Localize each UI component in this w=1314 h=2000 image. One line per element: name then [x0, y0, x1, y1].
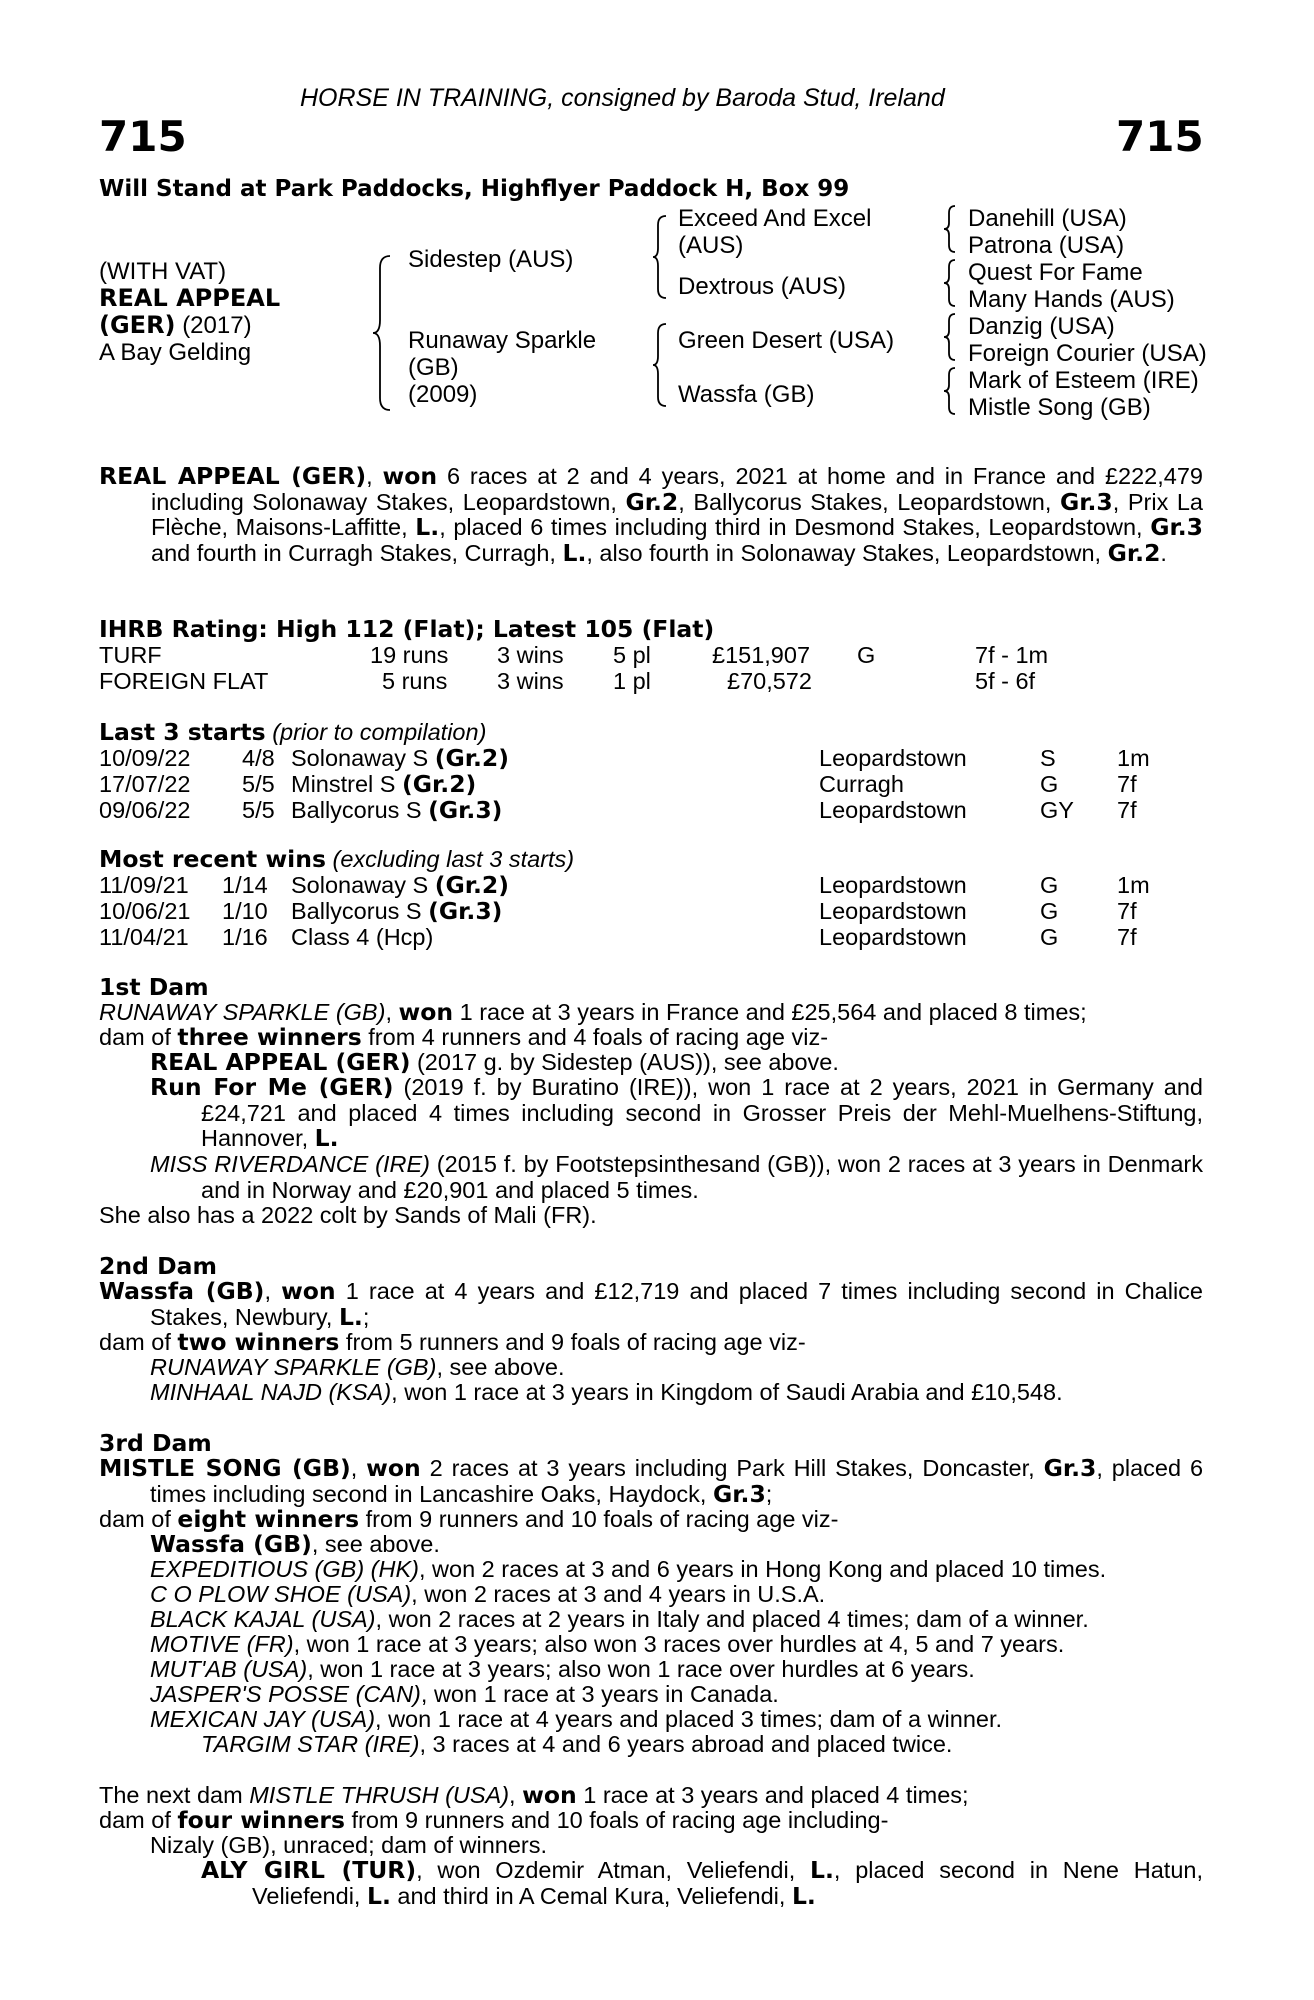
dam3-line1: MISTLE SONG (GB), won 2 races at 3 years including Park Hill Stakes, Doncaster, Gr.3, placed 6 times including second in Lancashire Oaks, Haydock, Gr.3;: [99, 1454, 1204, 1508]
recent-dist-3: 7f: [1117, 924, 1137, 950]
dam3-progeny-wassfa: Wassfa (GB), see above.: [150, 1530, 440, 1558]
ratings-foreign-wins: 3 wins: [497, 668, 564, 694]
dam3-progeny-5: MUT'AB (USA), won 1 race at 3 years; also won 1 race over hurdles at 6 years.: [150, 1656, 975, 1682]
recent-going-2: G: [1040, 898, 1059, 924]
g4-8: Mistle Song (GB): [968, 394, 1151, 421]
ratings-foreign-runs: 5 runs: [382, 668, 448, 694]
g4-7: Mark of Esteem (IRE): [968, 367, 1199, 394]
dam1-progeny-3: MISS RIVERDANCE (IRE) (2015 f. by Footstepsinthesand (GB)), won 2 races at 3 years in Denmark and in Norway and £20,901 and placed 5 times.: [150, 1151, 1204, 1203]
ratings-foreign-label: FOREIGN FLAT: [99, 668, 269, 694]
ratings-turf-runs: 19 runs: [370, 642, 449, 668]
brace-g4-3: [943, 312, 957, 362]
recent-race-2: Ballycorus S (Gr.3): [291, 897, 503, 925]
dam3-progeny-6: JASPER'S POSSE (CAN), won 1 race at 3 years in Canada.: [150, 1681, 779, 1707]
brace-g4-4: [943, 366, 957, 416]
brace-parents: [372, 254, 392, 412]
dam-sire: Green Desert (USA): [678, 327, 895, 354]
horse-description: A Bay Gelding: [99, 339, 252, 366]
dam-line-2: (GB): [408, 354, 459, 381]
horse-name: REAL APPEAL: [99, 284, 281, 312]
dam1-line1: RUNAWAY SPARKLE (GB), won 1 race at 3 years in France and £25,564 and placed 8 times;: [99, 998, 1087, 1026]
dam1-also: She also has a 2022 colt by Sands of Mali (FR).: [99, 1202, 597, 1228]
dam1-title: 1st Dam: [99, 973, 209, 1001]
dam3-grandprogeny: TARGIM STAR (IRE), 3 races at 4 and 6 years abroad and placed twice.: [201, 1731, 953, 1757]
recent-race-3: Class 4 (Hcp): [291, 924, 434, 950]
dam3-progeny-4: MOTIVE (FR), won 1 race at 3 years; also won 3 races over hurdles at 4, 5 and 7 years.: [150, 1631, 1065, 1657]
lot-number-right: 715: [1116, 112, 1204, 161]
vat-note: (WITH VAT): [99, 258, 227, 285]
last3-race-2: Minstrel S (Gr.2): [291, 770, 477, 798]
g4-2: Patrona (USA): [968, 232, 1125, 259]
last3-going-3: GY: [1040, 797, 1074, 823]
sire-dam: Dextrous (AUS): [678, 273, 847, 300]
last3-title: Last 3 starts (prior to compilation): [99, 718, 487, 746]
ratings-foreign-money: £70,572: [727, 668, 812, 694]
dam2-title: 2nd Dam: [99, 1252, 217, 1280]
recent-course-2: Leopardstown: [819, 898, 967, 924]
dam3-progeny-7: MEXICAN JAY (USA), won 1 race at 4 years and placed 3 times; dam of a winner.: [150, 1706, 1003, 1732]
recent-course-1: Leopardstown: [819, 872, 967, 898]
recent-date-3: 11/04/21: [99, 924, 189, 950]
sire-sire-line-1: Exceed And Excel: [678, 205, 872, 232]
ratings-turf-going: G: [857, 642, 876, 668]
nextdam-line2: dam of four winners from 9 runners and 10 foals of racing age including-: [99, 1806, 889, 1834]
consignment-header: HORSE IN TRAINING, consigned by Baroda Stud, Ireland: [300, 84, 945, 112]
last3-race-1: Solonaway S (Gr.2): [291, 744, 509, 772]
nextdam-line4: ALY GIRL (TUR), won Ozdemir Atman, Veliefendi, L., placed second in Nene Hatun, Veliefendi, L. and third in A Cemal Kura, Veliefendi, L.: [201, 1856, 1203, 1910]
ratings-turf-dist: 7f - 1m: [975, 642, 1049, 668]
g4-3: Quest For Fame: [968, 259, 1143, 286]
g4-6: Foreign Courier (USA): [968, 340, 1207, 367]
nextdam-line1: The next dam MISTLE THRUSH (USA), won 1 race at 3 years and placed 4 times;: [99, 1781, 969, 1809]
last3-race-3: Ballycorus S (Gr.3): [291, 796, 503, 824]
recent-course-3: Leopardstown: [819, 924, 967, 950]
recent-date-1: 11/09/21: [99, 872, 189, 898]
race-summary: REAL APPEAL (GER), won 6 races at 2 and 4 years, 2021 at home and in France and £222,479 including Solonaway Stakes, Leopardstown, Gr.2, Ballycorus Stakes, Leopardstown, Gr.3, Prix La Flèche, Maisons-Laffitte, L., placed 6 times including third in Desmond Stakes, Leopardstown, Gr.3 and fourth in Curragh Stakes, Curragh, L., also fourth in Solonaway Stakes, Leopardstown, Gr.2.: [99, 462, 1204, 567]
ratings-foreign-pl: 1 pl: [613, 668, 651, 694]
dam-dam: Wassfa (GB): [678, 381, 815, 408]
dam1-line2: dam of three winners from 4 runners and 4 foals of racing age viz-: [99, 1023, 829, 1051]
sire-sire-line-2: (AUS): [678, 232, 744, 259]
brace-dam-line: [652, 322, 668, 408]
dam1-progeny-2: Run For Me (GER) (2019 f. by Buratino (IRE)), won 1 race at 2 years, 2021 in Germany and £24,721 and placed 4 times including second in Grosser Preis der Mehl-Muelhens-Stiftung, Hannover, L.: [150, 1073, 1203, 1153]
last3-course-2: Curragh: [819, 771, 904, 797]
last3-course-3: Leopardstown: [819, 797, 967, 823]
dam3-title: 3rd Dam: [99, 1429, 212, 1457]
recent-pos-3: 1/16: [222, 924, 268, 950]
last3-course-1: Leopardstown: [819, 745, 967, 771]
sire: Sidestep (AUS): [408, 246, 574, 273]
recent-dist-2: 7f: [1117, 898, 1137, 924]
ratings-turf-label: TURF: [99, 642, 162, 668]
dam2-progeny-2: MINHAAL NAJD (KSA), won 1 race at 3 years in Kingdom of Saudi Arabia and £10,548.: [150, 1379, 1063, 1405]
brace-g4-2: [943, 258, 957, 308]
recent-race-1: Solonaway S (Gr.2): [291, 871, 509, 899]
lot-number-left: 715: [99, 112, 187, 161]
recent-title: Most recent wins (excluding last 3 starts): [99, 845, 575, 873]
last3-going-1: S: [1040, 745, 1056, 771]
recent-pos-1: 1/14: [222, 872, 268, 898]
brace-sire-line: [652, 214, 668, 300]
last3-pos-2: 5/5: [242, 771, 275, 797]
stand-location: Will Stand at Park Paddocks, Highflyer Paddock H, Box 99: [99, 176, 850, 202]
last3-dist-1: 1m: [1117, 745, 1150, 771]
dam3-line2: dam of eight winners from 9 runners and 10 foals of racing age viz-: [99, 1505, 839, 1533]
last3-pos-1: 4/8: [242, 745, 275, 771]
dam-line-3: (2009): [408, 381, 478, 408]
last3-pos-3: 5/5: [242, 797, 275, 823]
recent-dist-1: 1m: [1117, 872, 1150, 898]
recent-pos-2: 1/10: [222, 898, 268, 924]
dam3-progeny-3: BLACK KAJAL (USA), won 2 races at 2 years in Italy and placed 4 times; dam of a winner.: [150, 1606, 1089, 1632]
ratings-title: IHRB Rating: High 112 (Flat); Latest 105 (Flat): [99, 615, 715, 643]
dam1-progeny-1: REAL APPEAL (GER) (2017 g. by Sidestep (AUS)), see above.: [150, 1048, 839, 1076]
ratings-turf-wins: 3 wins: [497, 642, 564, 668]
dam-line-1: Runaway Sparkle: [408, 327, 597, 354]
ratings-turf-money: £151,907: [712, 642, 811, 668]
dam2-line1: Wassfa (GB), won 1 race at 4 years and £12,719 and placed 7 times including second in Chalice Stakes, Newbury, L.;: [99, 1277, 1203, 1331]
last3-date-3: 09/06/22: [99, 797, 191, 823]
last3-date-2: 17/07/22: [99, 771, 191, 797]
horse-country-year: (GER) (2017): [99, 311, 252, 339]
last3-dist-3: 7f: [1117, 797, 1137, 823]
recent-going-3: G: [1040, 924, 1059, 950]
g4-1: Danehill (USA): [968, 205, 1127, 232]
last3-date-1: 10/09/22: [99, 745, 191, 771]
ratings-turf-pl: 5 pl: [613, 642, 651, 668]
brace-g4-1: [943, 204, 957, 254]
dam2-progeny-1: RUNAWAY SPARKLE (GB), see above.: [150, 1354, 565, 1380]
last3-going-2: G: [1040, 771, 1059, 797]
last3-dist-2: 7f: [1117, 771, 1137, 797]
dam2-line2: dam of two winners from 5 runners and 9 foals of racing age viz-: [99, 1328, 806, 1356]
ratings-foreign-dist: 5f - 6f: [975, 668, 1036, 694]
dam3-progeny-2: C O PLOW SHOE (USA), won 2 races at 3 and 4 years in U.S.A.: [150, 1581, 826, 1607]
nextdam-line3: Nizaly (GB), unraced; dam of winners.: [150, 1832, 548, 1858]
g4-5: Danzig (USA): [968, 313, 1115, 340]
dam3-progeny-1: EXPEDITIOUS (GB) (HK), won 2 races at 3 and 6 years in Hong Kong and placed 10 times.: [150, 1556, 1107, 1582]
recent-date-2: 10/06/21: [99, 898, 191, 924]
recent-going-1: G: [1040, 872, 1059, 898]
g4-4: Many Hands (AUS): [968, 286, 1175, 313]
